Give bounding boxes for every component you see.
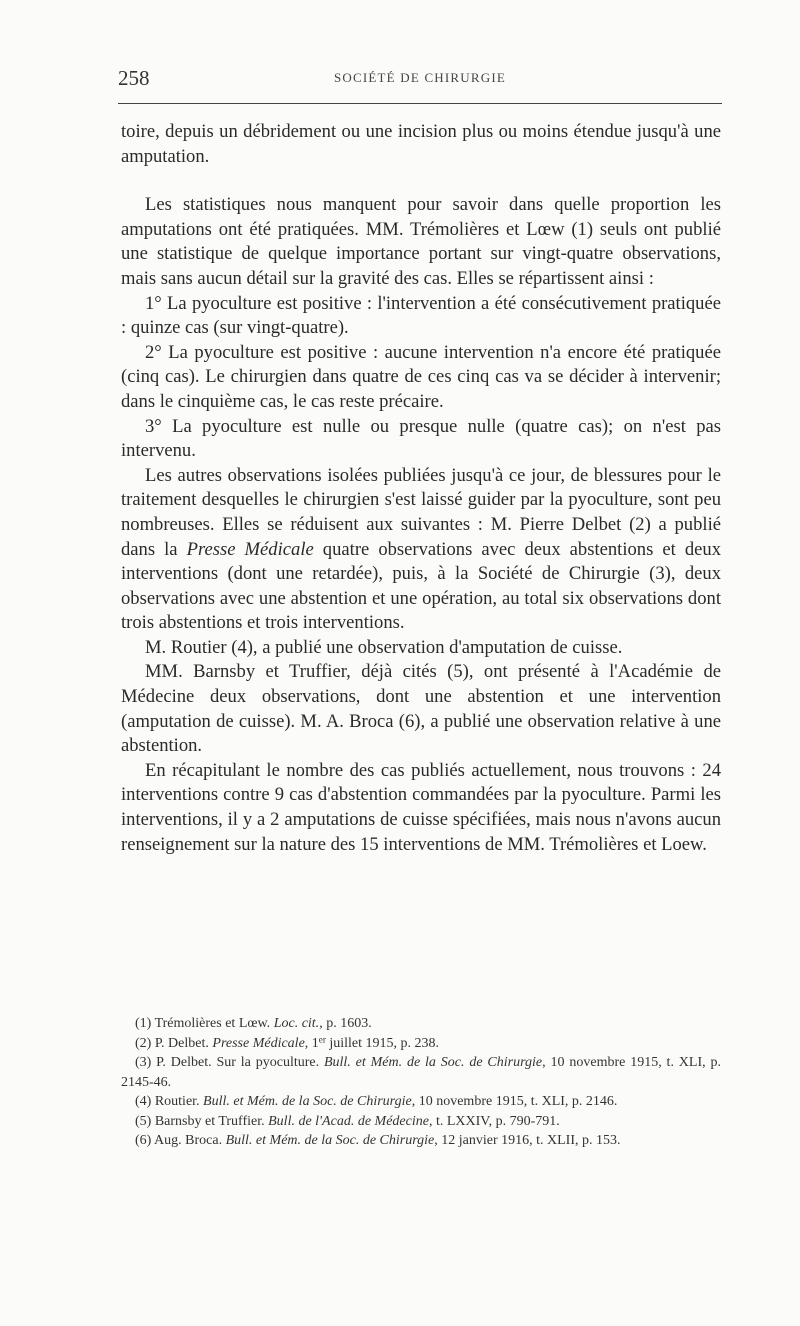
text-run: (1) Trémolières et Lœw. bbox=[135, 1016, 274, 1031]
text-run: (3) P. Delbet. Sur la pyoculture. bbox=[135, 1055, 324, 1070]
paragraph-barnsby: MM. Barnsby et Truffier, déjà cités (5), ont présenté à l'Académie de Médecine deux observations, dont une abstention et une intervention (amputation de cuisse). M. A. Broca (6), a publié une observation relative à une abstention. bbox=[121, 661, 721, 757]
footnote-2 bbox=[121, 1034, 721, 1054]
text-run: , 10 novembre 1915, t. XLI, p. 2146. bbox=[411, 1094, 618, 1109]
body-text bbox=[121, 120, 721, 857]
paragraph-statistics: Les statistiques nous manquent pour savoir dans quelle proportion les amputations ont été pratiquées. MM. Trémolières et Lœw (1) seuls ont publié une statistique de quelque importance portant sur vingt-quatre observations, mais sans aucun détail sur la gravité des cas. Elles se répartissent ainsi : bbox=[121, 194, 721, 289]
list-item-3: 3° La pyoculture est nulle ou presque nulle (quatre cas); on n'est pas intervenu. bbox=[121, 415, 721, 462]
text-run: (5) Barnsby et Truffier. bbox=[135, 1113, 269, 1129]
text-run: , t. LXXIV, p. 790-791. bbox=[428, 1113, 560, 1129]
footnotes bbox=[121, 1014, 721, 1151]
paragraph-routier: M. Routier (4), a publié une observation d'amputation de cuisse. bbox=[145, 636, 623, 658]
text-run: , p. 1603. bbox=[319, 1016, 372, 1031]
citation-title: Bull. et Mém. de la Soc. de Chirurgie bbox=[225, 1133, 435, 1148]
paragraph-summary: En récapitulant le nombre des cas publiés actuellement, nous trouvons : 24 interventions contre 9 cas d'abstention commandées par la pyoculture. Parmi les interventions, il y a 2 amputations de cuisse spécifiées, mais nous n'avons aucun renseignement sur la nature des 15 interventions de MM. Trémolières et Loew. bbox=[121, 759, 721, 855]
text-run: (2) P. Delbet. bbox=[135, 1035, 213, 1051]
text-run: juillet 1915, p. 238. bbox=[325, 1035, 440, 1051]
journal-title: Presse Médicale bbox=[186, 538, 314, 560]
paragraph-other-observations bbox=[121, 464, 721, 636]
text-run: (4) Routier. bbox=[135, 1094, 204, 1109]
running-title: SOCIÉTÉ DE CHIRURGIE bbox=[333, 70, 507, 85]
text-run: , 12 janvier 1916, t. XLII, p. 153. bbox=[434, 1133, 621, 1148]
citation-title: Bull. et Mém. de la Soc. de Chirurgie bbox=[323, 1055, 543, 1070]
footnote-5 bbox=[121, 1112, 721, 1132]
footnote-1 bbox=[121, 1014, 721, 1034]
text-run: , 1 bbox=[304, 1035, 319, 1051]
list-item-1: 1° La pyoculture est positive : l'intervention a été consécutivement pratiquée : quinze cas (sur vingt-quatre). bbox=[121, 292, 721, 339]
list-item-2: 2° La pyoculture est positive : aucune intervention n'a encore été pratiquée (cinq cas). Le chirurgien dans quatre de ces cinq cas va se décider à intervenir; dans le cinquième cas, le cas reste précaire. bbox=[121, 341, 721, 412]
paragraph-continuation: toire, depuis un débridement ou une incision plus ou moins étendue jusqu'à une amputation. bbox=[121, 121, 721, 167]
citation-title: Loc. cit. bbox=[273, 1016, 320, 1031]
citation-title: Presse Médicale bbox=[212, 1035, 305, 1051]
header-rule bbox=[118, 103, 722, 104]
citation-title: Bull. de l'Acad. de Médecine bbox=[268, 1113, 429, 1129]
footnote-4 bbox=[121, 1092, 721, 1112]
footnote-6 bbox=[121, 1131, 721, 1151]
text-run: quatre observations avec deux abstentions et deux interventions (dont une retardée), puis, à la Société de Chirurgie (3), deux observations avec une abstention et une opération, au total six observations dont trois abstentions et trois interventions. bbox=[121, 538, 722, 634]
citation-title: Bull. et Mém. de la Soc. de Chirurgie bbox=[203, 1094, 412, 1109]
text-run: , 10 novembre 1915, t. XLI, p. 2145-46. bbox=[121, 1055, 721, 1090]
page-number: 258 bbox=[118, 66, 150, 90]
text-run: Les autres observations isolées publiées jusqu'à ce jour, de blessures pour le traitement desquelles le chirurgien s'est laissé guider par la pyoculture, sont peu nombreuses. Elles se réduisent aux suivantes : M. Pierre Delbet (2) a publié dans la bbox=[121, 464, 721, 560]
page-header bbox=[118, 66, 722, 92]
superscript: er bbox=[318, 1033, 326, 1044]
footnote-3 bbox=[121, 1053, 721, 1092]
text-run: (6) Aug. Broca. bbox=[135, 1133, 226, 1148]
